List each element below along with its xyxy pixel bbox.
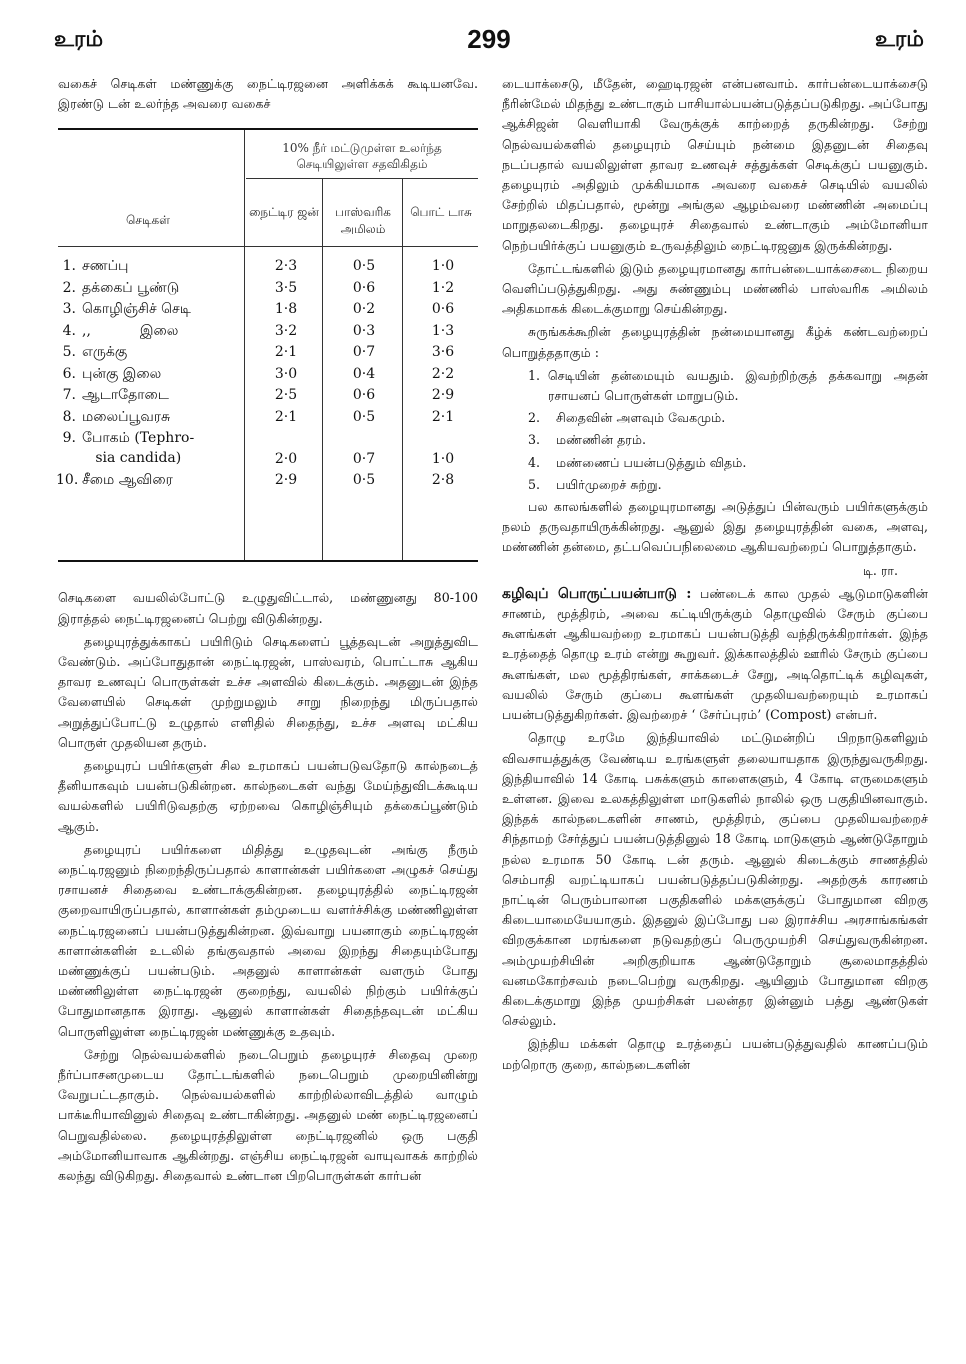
table-row: 8. மலைப்பூவரசு 2·1 0·5 2·1 xyxy=(62,408,455,425)
table-col-phosphoric: பாஸ்வரிக அமிலம் xyxy=(335,205,391,237)
body-paragraph: பல காலங்களில் தழையுரமானது அடுத்துப் பின்வரும் பயிர்களுக்கும் நலம் தருவதாயிருக்கின்றது. ஆனுல் இது தழையுரத்தின் வகை, அளவு, மண்ணின் தன்மை, தட்பவெப்பநிலைமை ஆகியவற்றைப் பொறுத்தாகும். xyxy=(502,499,928,555)
section-paragraph xyxy=(502,584,928,725)
running-head-left: உரம் xyxy=(54,26,104,52)
right-column xyxy=(502,74,928,1078)
body-paragraph: டையாக்சைடு, மீதேன், ஹைடிரஜன் என்பனவாம். கார்பன்டையாக்சைடு நீரின்மேல் மிதந்து உண்டாகும் பாசியால்பயன்படுத்தப்படுகிறது. அப்போது ஆக்சிஜன் வெளியாகி வேருக்குக் காற்றைத் தருகின்றது. சேற்று நெல்வயல்களில் தழையுரம் செய்யும் நன்மை இதனுடன் சிதைவு நடப்பதால் வயலிலுள்ள தாவர உணவுச் சத்துக்கள் செடிக்குப் பயனுகும். தழையுரம் அதிலும் முக்கியமாக அவரை வகைச் செடியில் வயலில் சேற்றில் மிதப்பதால், மூன்று அங்குல ஆழம்வரை மண்ணின் அமைப்பு மாறுதலடைகிறது. தழையுரச் சிதைவால் உண்டாகும் அம்மோனியா நெற்பயிர்க்குப் பயனுகும் உருவத்திலும் நைட்டிரஜனுக இருக்கின்றது. xyxy=(502,76,928,253)
table-row: 6. புன்கு இலை 3·0 0·4 2·2 xyxy=(62,365,455,382)
table-col-plant: செடிகள் xyxy=(125,213,171,228)
table-col-potash: பொட் டாசு xyxy=(410,205,472,220)
page-number: 299 xyxy=(467,24,511,54)
table-row: 10. சீமை ஆவிரை 2·9 0·5 2·8 xyxy=(56,472,455,489)
body-paragraph: தழையுரப் பயிர்களை மிதித்து உழுதவுடன் அங்கு நீரும் நைட்டிரஜனும் நிறைந்திருப்பதால் காளான்கள் பயிர்களை அழுகச் செய்து ரசாயனச் சிதைவை உண்டாக்குகின்றன. தழையுரத்தில் நைட்டிரஜன் குறைவாயிருப்பதால், காளான்கள் தம்முடைய வளர்ச்சிக்கு மண்ணிலுள்ள நைட்டிரஜனைப் பயன்படுத்துகின்றன. இவ்வாறு பயனாகும் நைட்டிரஜன் காளான்களின் உடலில் தங்குவதால் அவை இறந்து சிதையும்போது மண்ணுக்குப் பயன்படும். அதனுல் காளான்கள் வளரும் போது மண்ணிலுள்ள நைட்டிரஜன் குறைந்து, வயலில் நிற்கும் பயிர்க்குப் போதுமானதாக இராது. ஆனுல் காளான்கள் சிதைந்தவுடன் மட்கிய பொருளிலுள்ள நைட்டிரஜன் மண்ணுக்கு உதவும். xyxy=(58,841,478,1039)
body-paragraph: தொழு உரமே இந்தியாவில் மட்டுமன்றிப் பிறநாடுகளிலும் விவசாயத்துக்கு வேண்டிய உரங்களுள் தலையாயதாக இருந்துவருகிறது. இந்தியாவில் 14 கோடி பசுக்களும் காளைகளும், 4 கோடி எருமைகளும் உள்ளன. இவை உலகத்திலுள்ள மாடுகளில் நாலில் ஒரு பகுதியினவாகும். இந்தக் கால்நடைகளின் சாணம், மூத்திரம், குப்பை முதலியவற்றைச் சிந்தாமற் சேர்த்துப் பயன்படுத்தினுல் 18 கோடி மாடுகளும் ஆண்டுதோறும் நல்ல உரமாக 50 கோடி டன் தரும். ஆனுல் கிடைக்கும் சாணத்தில் செம்பாதி வறட்டியாகப் பயன்படுத்தப்படுகின்றது. அதற்குக் காரணம் நாட்டின் பெரும்பாலான பகுதிகளில் மக்களுக்குப் போதுமான விறகு கிடையாமையேயாகும். இதனுல் இப்போது பல இராச்சிய அரசாங்கங்கள் விறகுக்கான மரங்களை நடுவதற்குப் பெருமுயற்சி செய்துவருகின்றன. அம்முயற்சியின் அறிகுறியாக ஆண்டுதோறும் சூலைமாதத்தில் வனமகோற்சவம் நடைபெற்று வருகிறது. ஆயினும் போதுமான விறகு கிடைக்குமாறு இந்த முயற்சிகள் பலன்தர இன்னும் பத்து ஆண்டுகள் செல்லும். xyxy=(502,730,928,1029)
left-column xyxy=(58,74,478,1189)
table-group-header: 10% நீர் மட்டுமுள்ள உலர்ந்த செடியிலுள்ள சதவிகிதம் xyxy=(282,141,442,172)
table-row: 2. தக்கைப் பூண்டு 3·5 0·6 1·2 xyxy=(62,279,455,296)
body-paragraph: தழையுரப் பயிர்களுள் சில உரமாகப் பயன்படுவதோடு கால்நடைத் தீனியாகவும் பயன்படுகின்றன. கால்நடைகள் வந்து மேய்ந்துவிடக்கூடிய வயல்களில் பயிரிடுவதற்கு ஏற்றவை கொழிஞ்சியும் தக்கைப்பூண்டும் ஆகும். xyxy=(58,758,478,834)
list-item: 2. சிதைவின் அளவும் வேகமும். xyxy=(528,410,726,426)
body-paragraph: தழையுரத்துக்காகப் பயிரிடும் செடிகளைப் பூத்தவுடன் அறுத்துவிட வேண்டும். அப்போதுதான் நைட்டிரஜன், பாஸ்வரம், பொட்டாசு ஆகிய தாவர உணவுப் பொருள்கள் உச்ச அளவில் கிடைக்கும். அதனுடன் இந்த வேளையில் செடிகள் முற்றுமலும் சாறு நிறைந்து மிருப்பதால் அறுத்துப்போட்டு உழுதால் எளிதில் சிதைந்து, உச்ச அளவு மட்கிய பொருள் முதலியன தரும். xyxy=(58,633,478,750)
table-row: 9. போகம் (Tephro- sia candida) 2·0 0·7 1·0 xyxy=(62,430,455,468)
list-item: 5. பயிர்முறைச் சுற்று. xyxy=(528,476,662,492)
intro-paragraph: வகைச் செடிகள் மண்ணுக்கு நைட்டிரஜனை அளிக்கக் கூடியனவே. இரண்டு டன் உலர்ந்த அவரை வகைச் xyxy=(58,76,478,112)
table-row: 3. கொழிஞ்சிச் செடி 1·8 0·2 0·6 xyxy=(62,301,455,318)
list-item: 3. மண்ணின் தரம். xyxy=(528,432,646,448)
body-paragraph: தோட்டங்களில் இடும் தழையுரமானது கார்பன்டையாக்சைடை நிறைய வெளிப்படுத்துகிறது. அது சுண்ணும்பு மண்ணில் பாஸ்வரிக அமிலம் அதிகமாகக் கிடைக்குமாறு செய்கின்றது. xyxy=(502,260,928,317)
list-item: 4. மண்ணைப் பயன்படுத்தும் விதம். xyxy=(528,454,747,470)
section-heading: கழிவுப் பொருட்பயன்பாடு : xyxy=(502,585,692,602)
table-col-nitrogen: நைட்டிர ஜன் xyxy=(249,205,319,220)
table-row: 4. ,, இலை 3·2 0·3 1·3 xyxy=(62,322,455,339)
body-paragraph: செடிகளை வயலில்போட்டு உழுதுவிட்டால், மண்ணுனது 80-100 இராத்தல் நைட்டிரஜனைப் பெற்று விடுகின்றது. xyxy=(58,590,478,626)
running-head-right: உரம் xyxy=(874,26,924,52)
benefit-list xyxy=(502,366,928,495)
table-row: 7. ஆடாதோடை 2·5 0·6 2·9 xyxy=(62,387,455,404)
list-item: 1. செடியின் தன்மையும் வயதும். இவற்றிற்குத் தக்கவாறு அதன் ரசாயனப் பொருள்கள் மாறுபடும். xyxy=(528,367,928,404)
author-credit: டி. ரா. xyxy=(862,562,898,578)
nutrient-table xyxy=(58,128,478,562)
table-row: 1. சணப்பு 2·3 0·5 1·0 xyxy=(62,258,455,275)
table-body xyxy=(58,256,478,492)
body-paragraph: இந்திய மக்கள் தொழு உரத்தைப் பயன்படுத்துவதில் காணப்படும் மற்றொரு குறை, கால்நடைகளின் xyxy=(502,1036,928,1072)
section-text: பண்டைக் கால முதல் ஆடுமாடுகளின் சாணம், மூத்திரம், அவை கட்டியிருக்கும் தொழுவில் சேரும் குப்பை கூளங்கள் ஆகியவற்றை உரமாகப் பயன்படுத்தி வந்திருக்கிறார்கள். இந்த உரத்தைத் தொழு உரம் என்று கூறுவர். இக்காலத்தில் ஊரில் சேரும் குப்பை கூளங்கள், மல மூத்திரங்கள், சாக்கடைச் சேறு, அடிதொட்டிக் கழிவுகள், வயலில் சேரும் குப்பை கூளங்கள் முதலியவற்றையும் உரமாகப் பயன்படுத்துகிறர்கள். இவற்றைச் ‘ சேர்ப்புரம்’ (Compost) என்பர். xyxy=(502,585,928,723)
body-paragraph: சேற்று நெல்வயல்களில் நடைபெறும் தழையுரச் சிதைவு முறை நீர்ப்பாசனமுடைய தோட்டங்களில் நடைபெறும் முறையினின்று வேறுபட்டதாகும். நெல்வயல்களில் காற்றில்லாவிடத்தில் வாழும் பாக்டீரியாவினுல் சிதைவு உண்டாகின்றது. அதனுல் மண் நைட்டிரஜனைப் பெறுவதில்லை. தழையுரத்திலுள்ள நைட்டிரஜனில் ஒரு பகுதி அம்மோனியாவாக ஆகின்றது. எஞ்சிய நைட்டிரஜன் வாயுவாகக் காற்றில் கலந்து விடுகிறது. சிதைவால் உண்டான பிறபொருள்கள் கார்பன் xyxy=(58,1046,478,1184)
table-row: 5. எருக்கு 2·1 0·7 3·6 xyxy=(62,344,455,361)
body-paragraph: சுருங்கக்கூறின் தழையுரத்தின் நன்மையானது கீழ்க் கண்டவற்றைப் பொறுத்ததாகும் : xyxy=(502,324,928,360)
page-header xyxy=(54,26,924,60)
